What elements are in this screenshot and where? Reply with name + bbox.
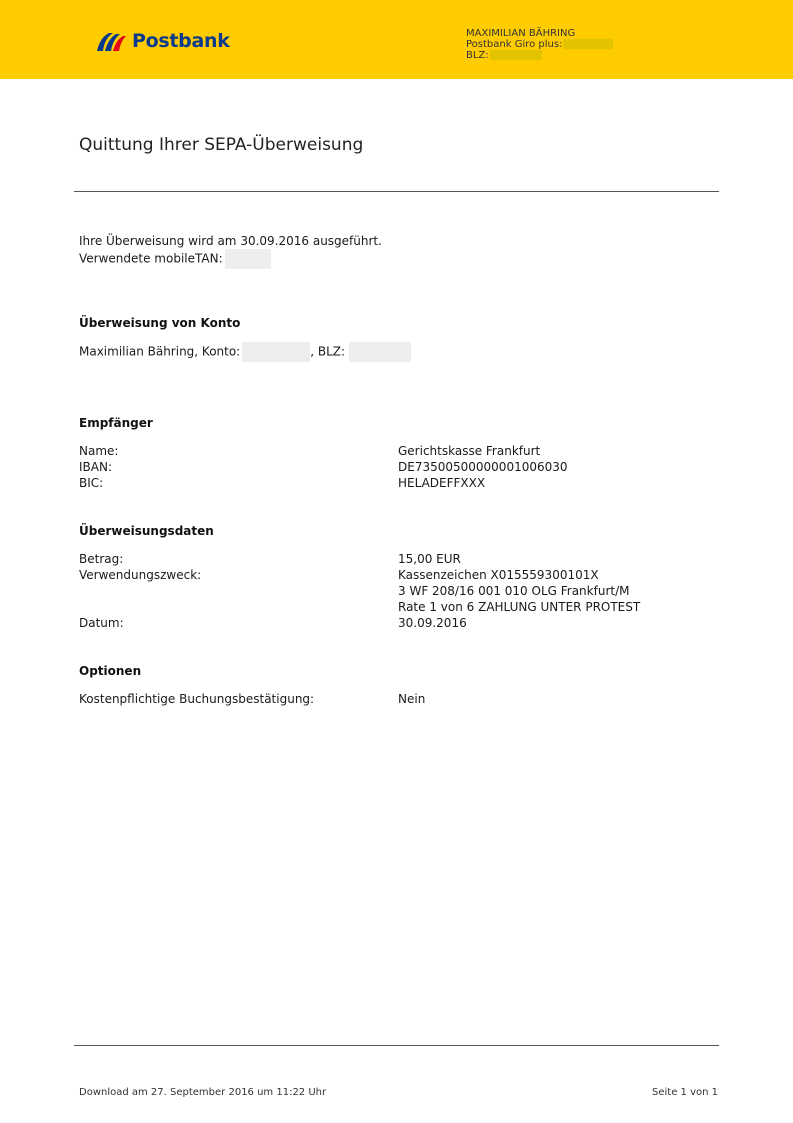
- confirmation-label: Kostenpflichtige Buchungsbestätigung:: [79, 692, 315, 706]
- page-title: Quittung Ihrer SEPA-Überweisung: [79, 135, 364, 155]
- footer-divider: [74, 1045, 719, 1046]
- options-heading: Optionen: [79, 664, 142, 678]
- tan-row: [79, 249, 382, 269]
- account-product-row: [466, 39, 613, 50]
- recipient-iban-value: DE73500500000001006030: [398, 460, 568, 474]
- date-label: Datum:: [79, 616, 124, 630]
- redacted-account-number: [242, 342, 310, 362]
- field-label: Name:: [79, 444, 119, 458]
- amount-value: 15,00 EUR: [398, 552, 461, 566]
- recipient-heading: Empfänger: [79, 416, 153, 430]
- header-bar: [0, 0, 793, 79]
- purpose-line: Kassenzeichen X015559300101X: [398, 568, 599, 582]
- blz-label: BLZ:: [466, 50, 489, 61]
- purpose-line: 3 WF 208/16 001 010 OLG Frankfurt/M: [398, 584, 630, 598]
- postbank-logo-icon: [96, 30, 126, 52]
- account-holder: MAXIMILIAN BÄHRING: [466, 28, 576, 39]
- intro-block: [79, 233, 382, 269]
- page-number: Seite 1 von 1: [652, 1087, 718, 1098]
- postbank-logo: [96, 29, 230, 53]
- from-account-row: [79, 342, 411, 362]
- purpose-label: Verwendungszweck:: [79, 568, 202, 582]
- tan-label: Verwendete mobileTAN:: [79, 251, 223, 266]
- execution-date-text: Ihre Überweisung wird am 30.09.2016 ausgeführt.: [79, 234, 382, 248]
- purpose-line: Rate 1 von 6 ZAHLUNG UNTER PROTEST: [398, 600, 641, 614]
- blz-row: [466, 50, 613, 61]
- redacted-blz: [349, 342, 411, 362]
- redacted-blz: [490, 50, 542, 60]
- confirmation-value: Nein: [398, 692, 426, 706]
- download-timestamp: Download am 27. September 2016 um 11:22 Uhr: [79, 1087, 327, 1098]
- transfer-heading: Überweisungsdaten: [79, 524, 214, 538]
- account-product-label: Postbank Giro plus:: [466, 39, 563, 50]
- from-account-heading: Überweisung von Konto: [79, 316, 241, 330]
- purpose-value: [398, 567, 640, 615]
- field-label: BIC:: [79, 476, 104, 490]
- brand-name: Postbank: [132, 30, 230, 52]
- recipient-bic-value: HELADEFFXXX: [398, 476, 486, 490]
- from-blz-label: , BLZ:: [310, 344, 346, 359]
- amount-label: Betrag:: [79, 552, 124, 566]
- recipient-name-value: Gerichtskasse Frankfurt: [398, 444, 541, 458]
- account-info: [466, 28, 613, 61]
- redacted-tan: [225, 249, 271, 269]
- field-label: IBAN:: [79, 460, 112, 474]
- redacted-account-number: [563, 39, 613, 49]
- title-divider: [74, 191, 719, 192]
- from-account-label: Maximilian Bähring, Konto:: [79, 344, 241, 359]
- date-value: 30.09.2016: [398, 616, 467, 630]
